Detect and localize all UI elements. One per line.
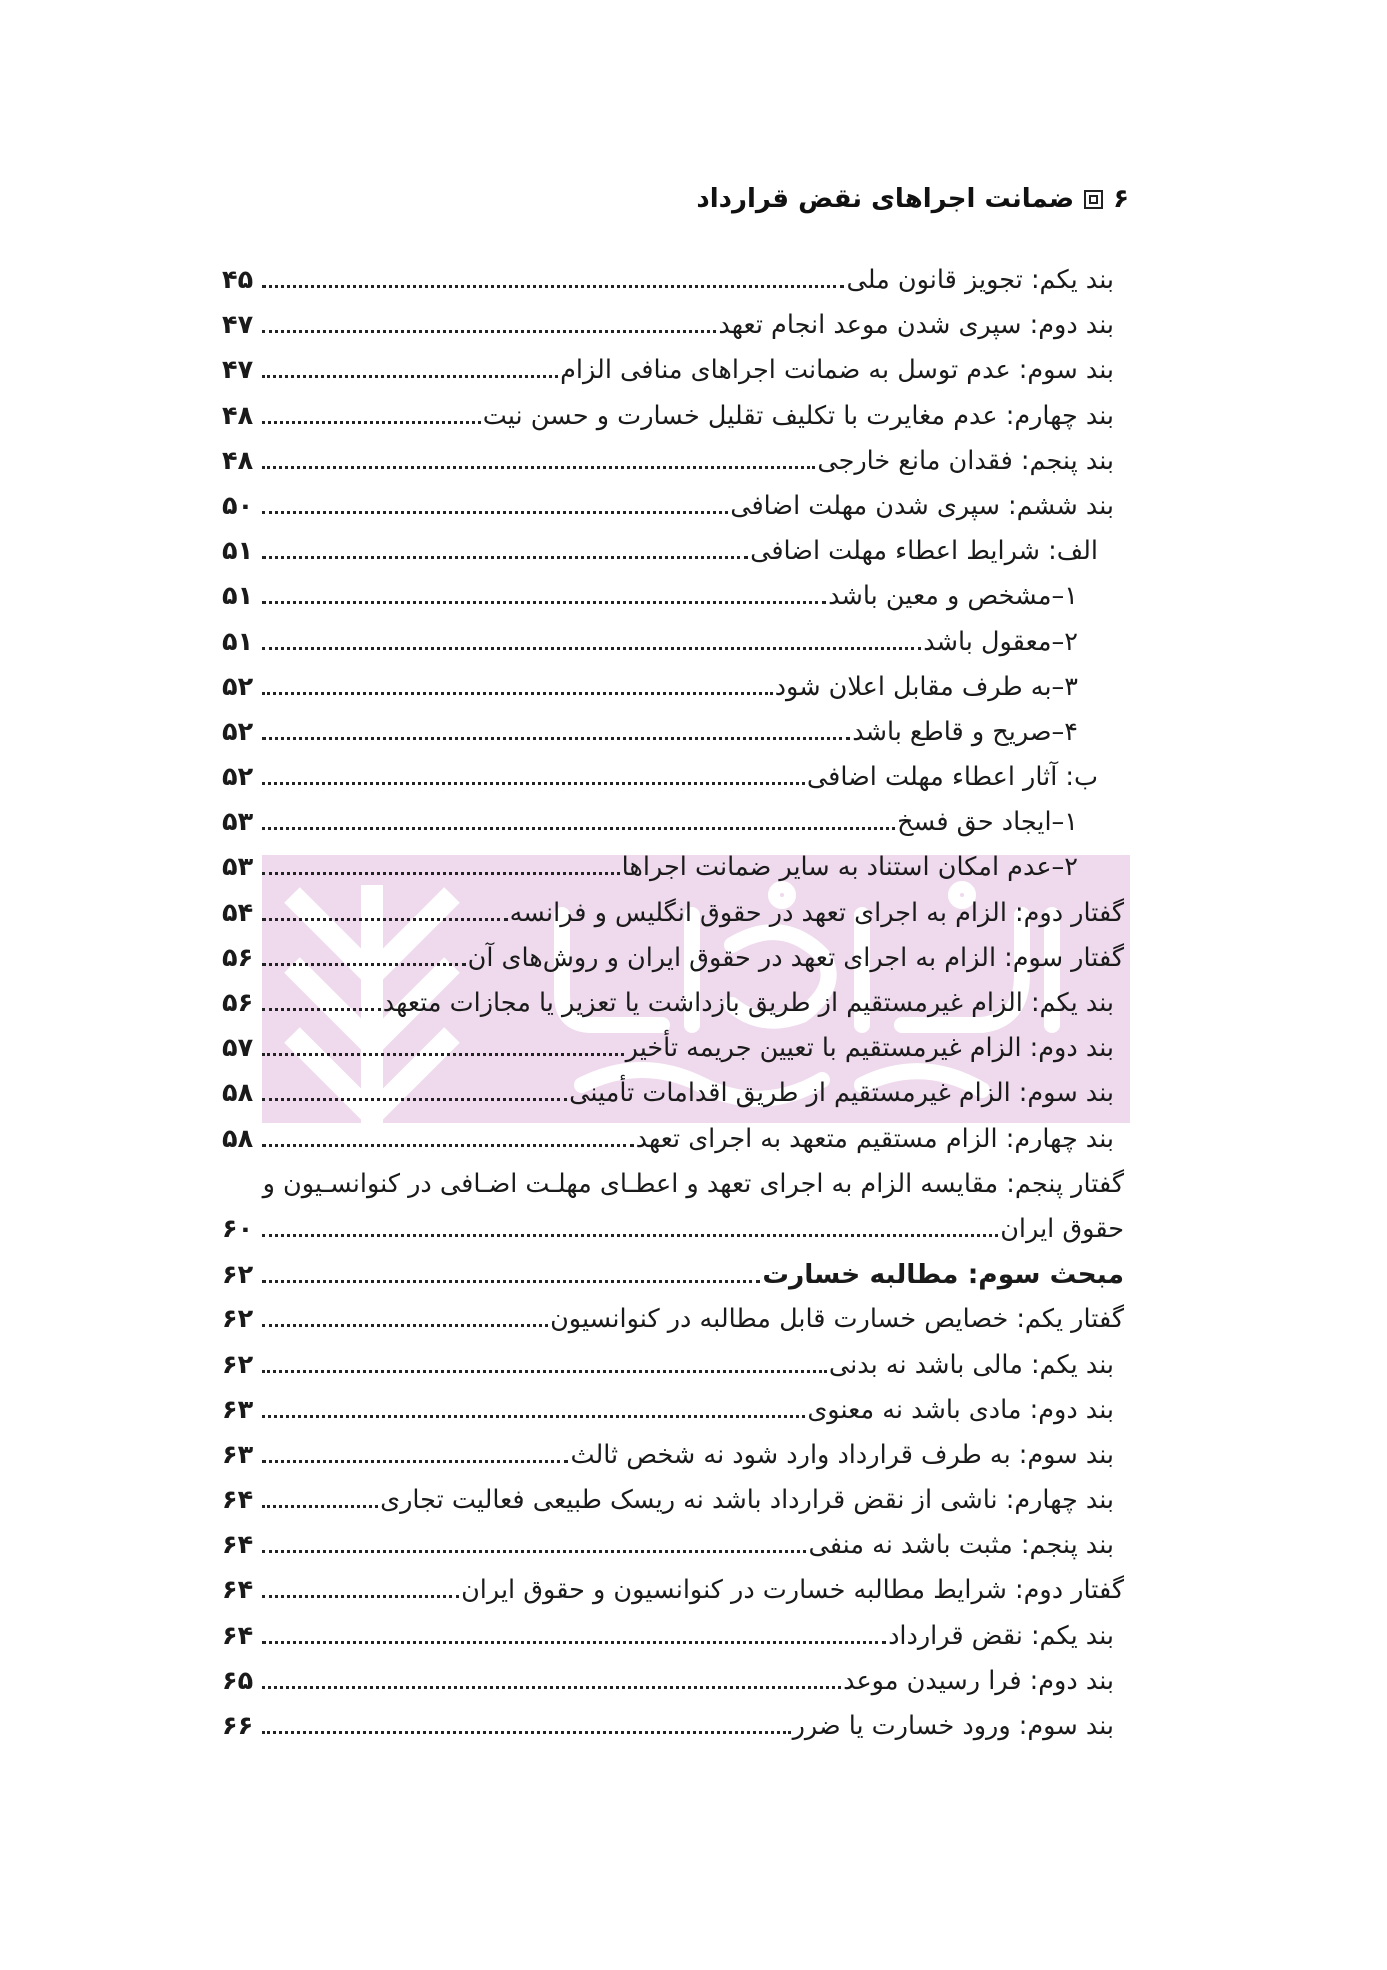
toc-entry[interactable] [222, 981, 1124, 1026]
toc-entry-page: ۴۷ [222, 355, 254, 386]
toc-entry-page: ۵۶ [222, 942, 254, 973]
toc-entry-title: بند سوم: به طرف قرارداد وارد شود نه شخص ثالث [570, 1439, 1114, 1470]
toc-entry[interactable] [222, 1523, 1124, 1568]
toc-entry-title: ب: آثار اعطاء مهلت اضافی [806, 762, 1098, 793]
toc-entry-title: گفتار دوم: الزام به اجرای تعهد در حقوق انگلیس و فرانسه [509, 897, 1124, 928]
toc-entry[interactable] [222, 348, 1124, 393]
toc-entry[interactable] [222, 845, 1124, 890]
toc-entry-page: ۶۴ [222, 1485, 254, 1516]
toc-entry-page: ۶۴ [222, 1575, 254, 1606]
dot-leader [262, 1595, 459, 1598]
toc-entry-page: ۶۲ [222, 1349, 254, 1380]
toc-entry-title: بند پنجم: فقدان مانع خارجی [817, 445, 1114, 476]
dot-leader [262, 1415, 805, 1418]
toc-entry[interactable] [222, 1026, 1124, 1071]
toc-entry-page: ۶۳ [222, 1439, 254, 1470]
dot-leader [262, 782, 805, 785]
toc-entry-title: گفتار دوم: شرایط مطالبه خسارت در کنوانسیون و حقوق ایران [461, 1575, 1124, 1606]
toc-entry[interactable] [222, 710, 1124, 755]
toc-entry-page: ۴۸ [222, 445, 254, 476]
toc-entry[interactable] [222, 439, 1124, 484]
toc-entry[interactable] [222, 1568, 1124, 1613]
dot-leader [262, 963, 466, 966]
toc-entry-title: بند پنجم: مثبت باشد نه منفی [808, 1530, 1114, 1561]
book-title: ضمانت اجراهای نقض قرارداد [696, 184, 1075, 214]
toc-entry-title: بند دوم: فرا رسیدن موعد [843, 1665, 1114, 1696]
toc-entry-title: بند یکم: تجویز قانون ملی [846, 265, 1114, 295]
toc-entry-page: ۵۴ [222, 897, 254, 928]
toc-entry-page: ۶۴ [222, 1530, 254, 1561]
toc-entry-title: ۴–صریح و قاطع باشد [852, 716, 1078, 747]
page-number: ۶ [1113, 184, 1129, 214]
toc-entry-title: بند یکم: الزام غیرمستقیم از طریق بازداشت یا تعزیر یا مجازات متعهد [382, 988, 1114, 1018]
toc-entry[interactable] [222, 1252, 1124, 1297]
dot-leader [262, 1234, 998, 1237]
toc-entry-title: ۱–مشخص و معین باشد [828, 581, 1078, 612]
toc-entry[interactable] [222, 484, 1124, 529]
toc-entry-page: ۵۳ [222, 807, 254, 838]
toc-entry[interactable] [222, 1704, 1124, 1749]
toc-entry-title: بند یکم: مالی باشد نه بدنی [828, 1349, 1114, 1380]
toc-entry-title: بند دوم: سپری شدن موعد انجام تعهد [718, 310, 1114, 341]
toc-entry[interactable] [222, 574, 1124, 619]
toc-entry-page: ۵۱ [222, 626, 254, 657]
toc-entry-page: ۶۰ [222, 1213, 254, 1244]
dot-leader [262, 1370, 827, 1373]
dot-leader [262, 918, 508, 921]
toc-entry[interactable] [222, 891, 1124, 936]
toc-entry-title: گفتار سوم: الزام به اجرای تعهد در حقوق ایران و روش‌های آن [467, 942, 1124, 973]
toc-entry[interactable] [222, 936, 1124, 981]
dot-leader [262, 1280, 760, 1283]
toc-entry-page: ۶۲ [222, 1260, 254, 1291]
dot-leader [262, 330, 716, 333]
toc-entry[interactable] [222, 303, 1124, 348]
toc-entry-title: بند سوم: ورود خسارت یا ضرر [792, 1711, 1114, 1741]
dot-leader [262, 1460, 568, 1463]
dot-leader [262, 647, 921, 650]
dot-leader [262, 692, 773, 695]
toc-entry-page: ۵۸ [222, 1123, 254, 1154]
dot-leader [262, 511, 728, 514]
toc-entry[interactable] [222, 1659, 1124, 1704]
dot-leader [262, 872, 620, 875]
toc-entry-title: گفتار یکم: خصایص خسارت قابل مطالبه در کنوانسیون [550, 1304, 1124, 1335]
dot-leader [262, 421, 481, 424]
toc-entry-page: ۵۶ [222, 988, 254, 1018]
toc-entry[interactable] [222, 258, 1124, 303]
toc-entry-page: ۶۵ [222, 1665, 254, 1696]
dot-leader [262, 1505, 378, 1508]
toc-entry-title: بند دوم: مادی باشد نه معنوی [807, 1394, 1114, 1425]
dot-leader [262, 1008, 381, 1011]
table-of-contents [222, 258, 1124, 1749]
dot-leader [262, 1098, 567, 1101]
toc-entry-title: بند چهارم: ناشی از نقض قرارداد باشد نه ریسک طبیعی فعالیت تجاری [380, 1485, 1114, 1516]
toc-entry[interactable] [222, 1162, 1124, 1207]
toc-entry-title: مبحث سوم: مطالبه خسارت [762, 1259, 1124, 1291]
dot-leader [262, 466, 815, 469]
dot-leader [262, 1053, 624, 1056]
dot-leader [262, 1550, 806, 1553]
toc-entry-page: ۴۷ [222, 310, 254, 341]
toc-entry[interactable] [222, 529, 1124, 574]
toc-entry[interactable] [222, 665, 1124, 710]
dot-leader [262, 556, 748, 559]
dot-leader [262, 1686, 841, 1689]
toc-entry[interactable] [222, 1478, 1124, 1523]
dot-leader [262, 1731, 791, 1734]
toc-entry-page: ۴۸ [222, 400, 254, 431]
toc-entry-title: بند ششم: سپری شدن مهلت اضافی [730, 490, 1114, 521]
toc-entry[interactable] [222, 755, 1124, 800]
book-icon [1084, 190, 1103, 209]
toc-entry[interactable] [222, 1388, 1124, 1433]
toc-entry-title: بند چهارم: عدم مغایرت با تکلیف تقلیل خسارت و حسن نیت [482, 400, 1114, 431]
toc-entry-page: ۵۱ [222, 581, 254, 612]
toc-entry-title: الف: شرایط اعطاء مهلت اضافی [750, 536, 1098, 567]
toc-entry[interactable] [222, 620, 1124, 665]
toc-entry[interactable] [222, 1343, 1124, 1388]
toc-entry-title: ۳–به طرف مقابل اعلان شود [774, 671, 1078, 702]
toc-entry-title: بند چهارم: الزام مستقیم متعهد به اجرای تعهد [635, 1123, 1114, 1154]
dot-leader [262, 601, 826, 604]
toc-entry-page: ۵۲ [222, 716, 254, 747]
toc-entry-page: ۵۳ [222, 852, 254, 883]
dot-leader [262, 375, 558, 378]
dot-leader [262, 285, 844, 288]
toc-entry-page: ۶۲ [222, 1304, 254, 1335]
toc-entry-title: بند سوم: عدم توسل به ضمانت اجراهای منافی الزام [560, 355, 1114, 386]
toc-entry-title: ۲–عدم امکان استناد به سایر ضمانت اجراها [621, 852, 1078, 883]
toc-entry[interactable] [222, 1297, 1124, 1342]
toc-entry[interactable] [222, 800, 1124, 845]
toc-entry-page: ۵۷ [222, 1033, 254, 1064]
toc-entry-title: بند سوم: الزام غیرمستقیم از طریق اقدامات تأمینی [569, 1078, 1114, 1109]
dot-leader [262, 1641, 886, 1644]
toc-entry[interactable] [222, 1071, 1124, 1116]
toc-entry-page: ۵۲ [222, 762, 254, 793]
toc-entry-page: ۵۲ [222, 671, 254, 702]
toc-entry[interactable] [222, 1614, 1124, 1659]
toc-entry-title: بند دوم: الزام غیرمستقیم با تعیین جریمه تأخیر [625, 1033, 1114, 1064]
toc-entry-page: ۶۴ [222, 1620, 254, 1651]
toc-entry-page: ۵۱ [222, 536, 254, 567]
dot-leader [262, 1144, 634, 1147]
dot-leader [262, 737, 850, 740]
toc-entry-title: حقوق ایران [1000, 1213, 1124, 1244]
toc-entry-page: ۵۸ [222, 1078, 254, 1109]
toc-entry-title: گفتار پنجم: مقایسه الزام به اجرای تعهد و اعطـای مهلـت اضـافی در کنوانسـیون و [262, 1168, 1124, 1199]
toc-entry[interactable] [222, 1207, 1124, 1252]
toc-entry-page: ۶۶ [222, 1711, 254, 1741]
toc-entry[interactable] [222, 1117, 1124, 1162]
toc-entry-page: ۴۵ [222, 265, 254, 295]
toc-entry-page: ۵۰ [222, 490, 254, 521]
dot-leader [262, 827, 895, 830]
toc-entry[interactable] [222, 394, 1124, 439]
toc-entry-title: ۱–ایجاد حق فسخ [897, 807, 1078, 838]
toc-entry-title: ۲–معقول باشد [923, 626, 1078, 657]
toc-entry-title: بند یکم: نقض قرارداد [888, 1620, 1114, 1651]
running-header [696, 184, 1129, 214]
toc-entry[interactable] [222, 1433, 1124, 1478]
toc-entry-page: ۶۳ [222, 1394, 254, 1425]
dot-leader [262, 1324, 548, 1327]
